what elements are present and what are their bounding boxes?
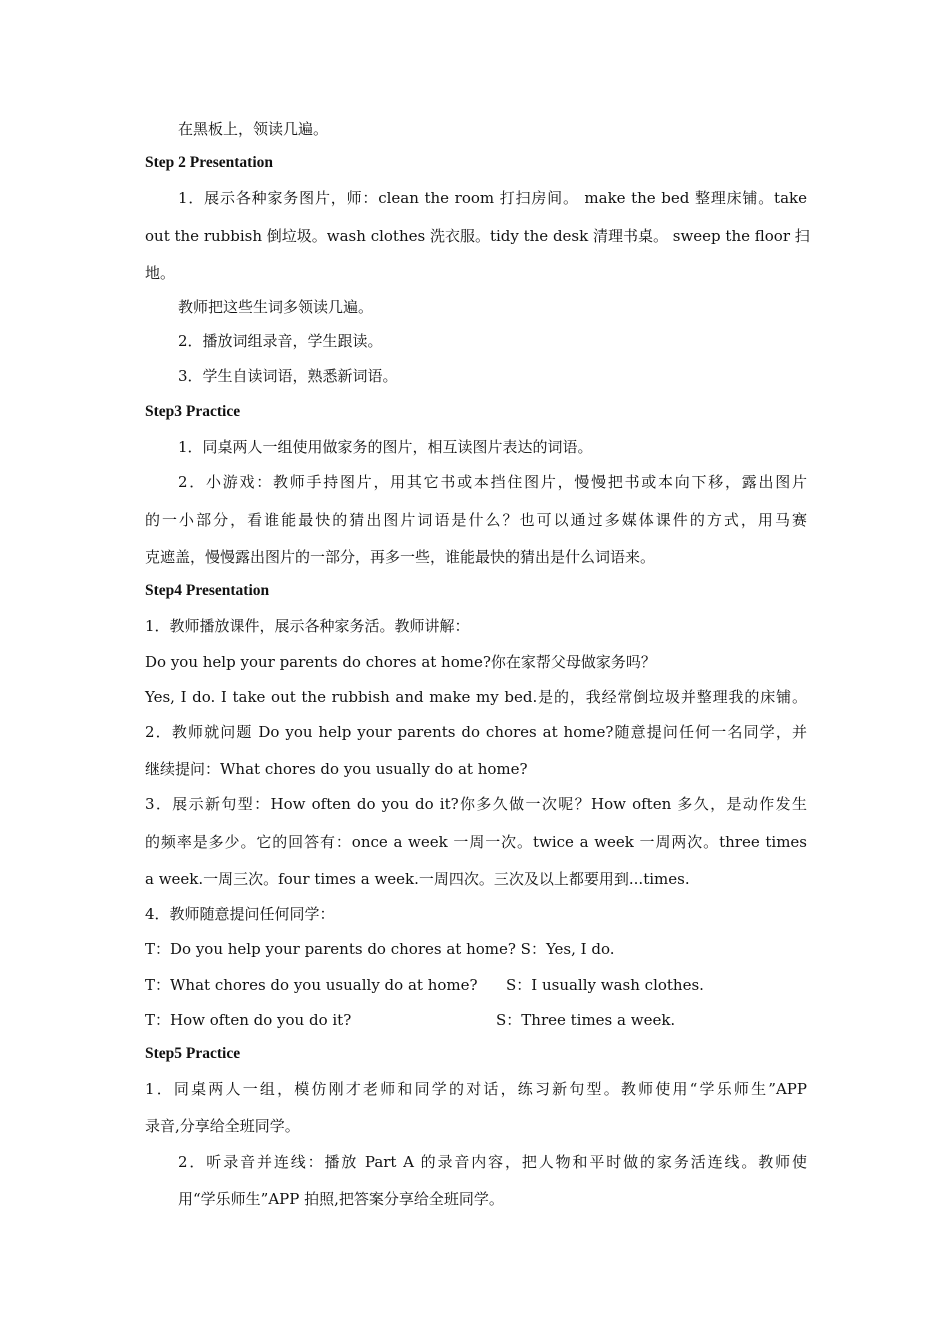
dialogue-line: T：Do you help your parents do chores at home? S：Yes, I do. [145,940,615,958]
text-line: 地。 [145,264,176,282]
text-line: 的一小部分，看谁能最快的猜出图片词语是什么？也可以通过多媒体课件的方式，用马赛 [145,511,807,529]
text-line: 教师把这些生词多领读几遍。 [178,298,374,316]
text-line: 录音,分享给全班同学。 [145,1117,300,1135]
text-line: 1．同桌两人一组使用做家务的图片，相互读图片表达的词语。 [178,438,593,456]
text-line: 1．同桌两人一组，模仿刚才老师和同学的对话，练习新句型。教师使用“学乐师生”APP [145,1080,807,1098]
text-line: a week.一周三次。four times a week.一周四次。三次及以上都要用到...times. [145,870,690,888]
text-line: 在黑板上，领读几遍。 [178,120,329,138]
text-line: 2．听录音并连线：播放 Part A 的录音内容，把人物和平时做的家务活连线。教师使 [178,1153,807,1171]
dialogue-answer: S：I usually wash clothes. [506,976,704,994]
text-line: Yes, I do. I take out the rubbish and make my bed.是的，我经常倒垃圾并整理我的床铺。 [145,688,807,706]
text-line: 克遮盖，慢慢露出图片的一部分，再多一些，谁能最快的猜出是什么词语来。 [145,548,656,566]
step-heading: Step4 Presentation [145,582,270,599]
step-heading: Step 2 Presentation [145,154,274,171]
text-line: 2．小游戏：教师手持图片，用其它书或本挡住图片，慢慢把书或本向下移，露出图片 [178,473,807,491]
dialogue-line: T：How often do you do it? [145,1011,352,1029]
dialogue-answer: S：Three times a week. [496,1011,676,1029]
text-line: 4．教师随意提问任何同学： [145,905,335,923]
text-line: 用“学乐师生”APP 拍照,把答案分享给全班同学。 [178,1190,504,1208]
text-line: 2．教师就问题 Do you help your parents do chores at home?随意提问任何一名同学，并 [145,723,807,741]
step-heading: Step3 Practice [145,403,241,420]
step-heading: Step5 Practice [145,1045,241,1062]
dialogue-line: T：What chores do you usually do at home? [145,976,478,994]
text-line: 2．播放词组录音，学生跟读。 [178,332,383,350]
text-line: 继续提问：What chores do you usually do at home? [145,760,528,778]
text-line: 1．展示各种家务图片，师：clean the room 打扫房间。 make the bed 整理床铺。take [178,189,807,207]
text-line: 3．学生自读词语，熟悉新词语。 [178,367,398,385]
text-line: out the rubbish 倒垃圾。wash clothes 洗衣服。tidy the desk 清理书桌。 sweep the floor 扫 [145,227,810,245]
text-line: 1．教师播放课件，展示各种家务活。教师讲解： [145,617,470,635]
text-line: Do you help your parents do chores at home?你在家帮父母做家务吗？ [145,653,656,671]
text-line: 的频率是多少。它的回答有：once a week 一周一次。twice a week 一周两次。three times [145,833,807,851]
text-line: 3．展示新句型：How often do you do it?你多久做一次呢？How often 多久，是动作发生 [145,795,807,813]
